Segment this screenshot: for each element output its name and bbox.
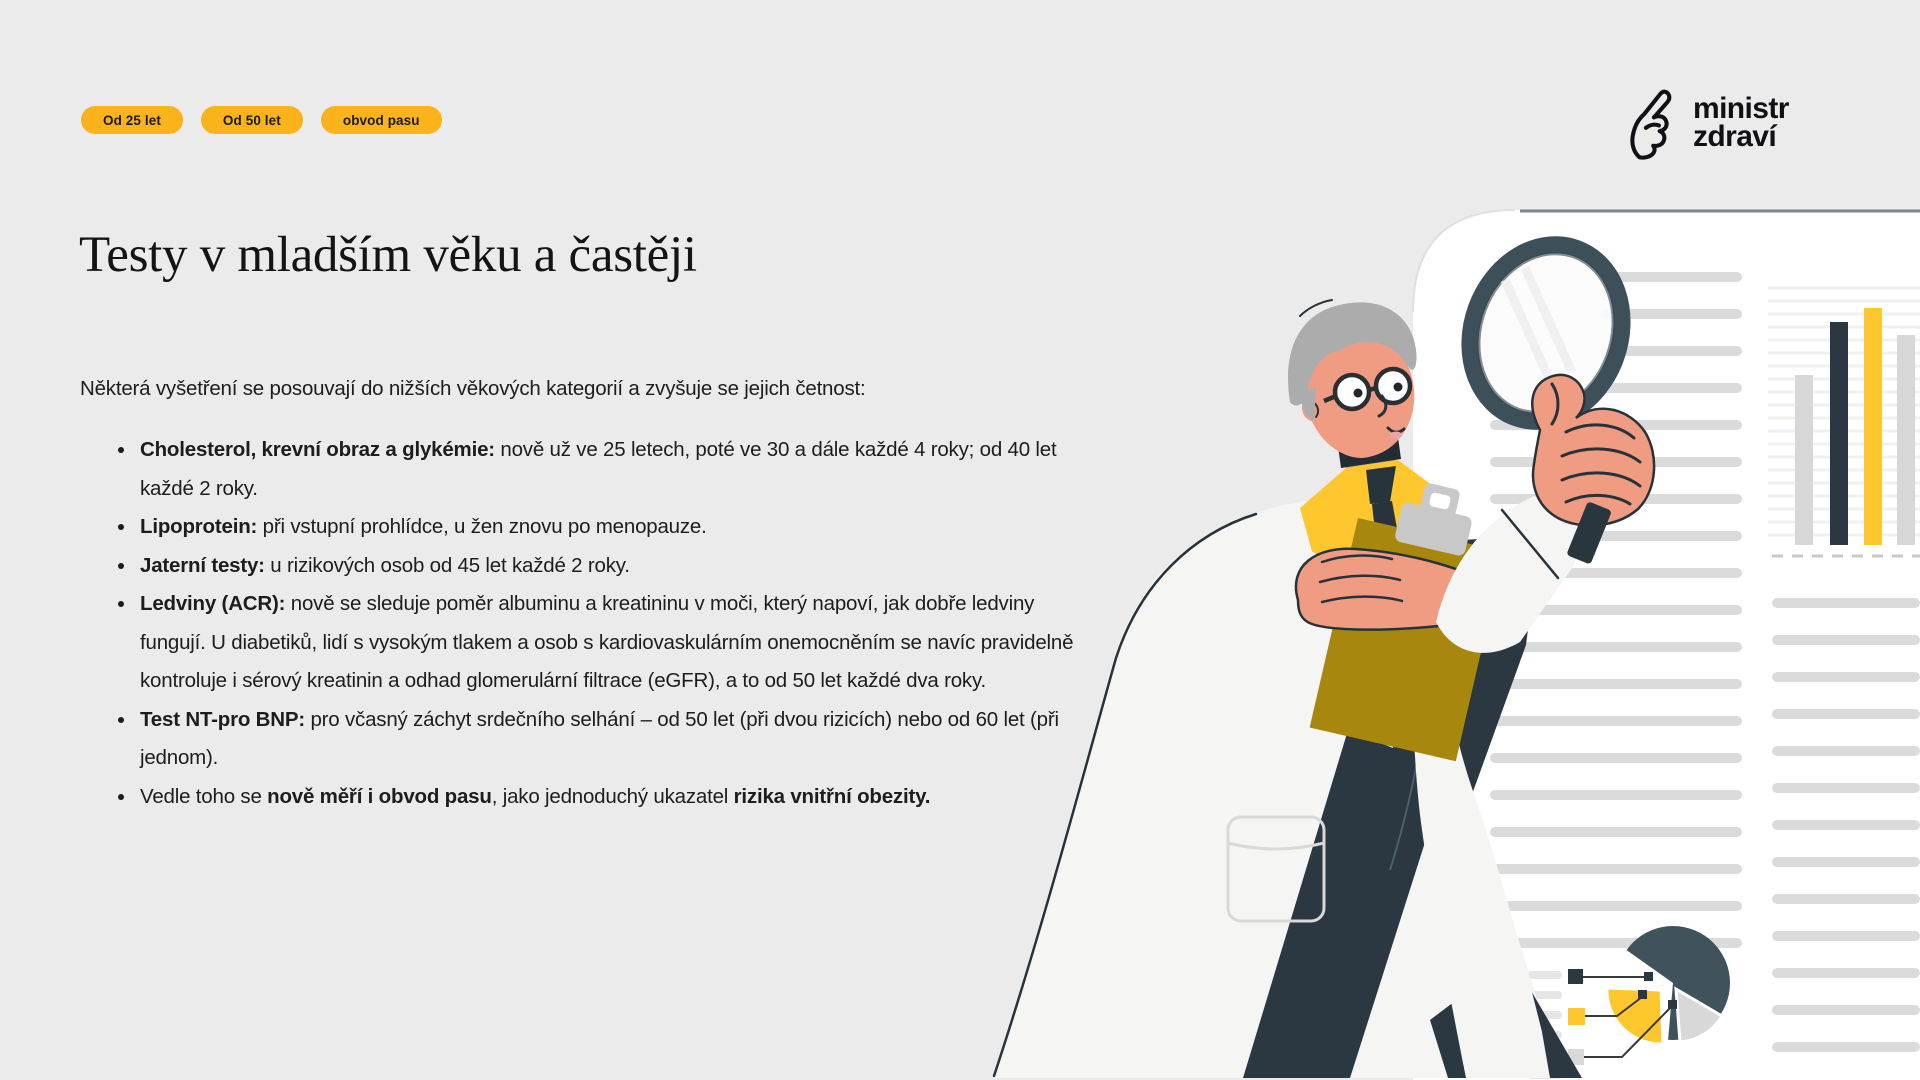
list-item: Cholesterol, krevní obraz a glykémie: nově už ve 25 letech, poté ve 30 a dále každé 4 roky; od 40 let každé 2 roky. [102, 431, 1084, 508]
list-item: Jaterní testy: u rizikových osob od 45 let každé 2 roky. [102, 547, 1084, 586]
logo-line1: ministr [1693, 91, 1789, 125]
page-title: Testy v mladším věku a častěji [79, 227, 697, 283]
list-item: Lipoprotein: při vstupní prohlídce, u žen znovu po menopauze. [102, 508, 1084, 547]
test-list [102, 431, 1084, 816]
intro-text: Některá vyšetření se posouvají do nižších věkových kategorií a zvyšuje se jejich četnost: [80, 376, 866, 400]
badge-chip[interactable]: Od 25 let [81, 106, 183, 134]
doctor-head [1288, 300, 1416, 458]
list-item: Test NT-pro BNP: pro včasný záchyt srdečního selhání – od 50 let (při dvou rizicích) nebo od 60 let (při jednom). [102, 701, 1084, 778]
illustration [980, 0, 1920, 1080]
list-item: Vedle toho se nově měří i obvod pasu, jako jednoduchý ukazatel rizika vnitřní obezity. [102, 778, 1084, 817]
logo-line2: zdraví [1693, 120, 1777, 153]
age-badges [81, 106, 442, 134]
list-item: Ledviny (ACR): nově se sleduje poměr albuminu a kreatininu v moči, který napoví, jak dobře ledviny fungují. U diabetiků, lidí s vysokým tlakem a osob s kardiovaskulárním onemocněním se navíc pravidelně kontroluje i sérový kreatinin a odhad glomerulární filtrace (eGFR), a to od 50 let každé dva roky. [102, 585, 1084, 701]
badge-chip[interactable]: obvod pasu [321, 106, 442, 134]
badge-chip[interactable]: Od 50 let [201, 106, 303, 134]
